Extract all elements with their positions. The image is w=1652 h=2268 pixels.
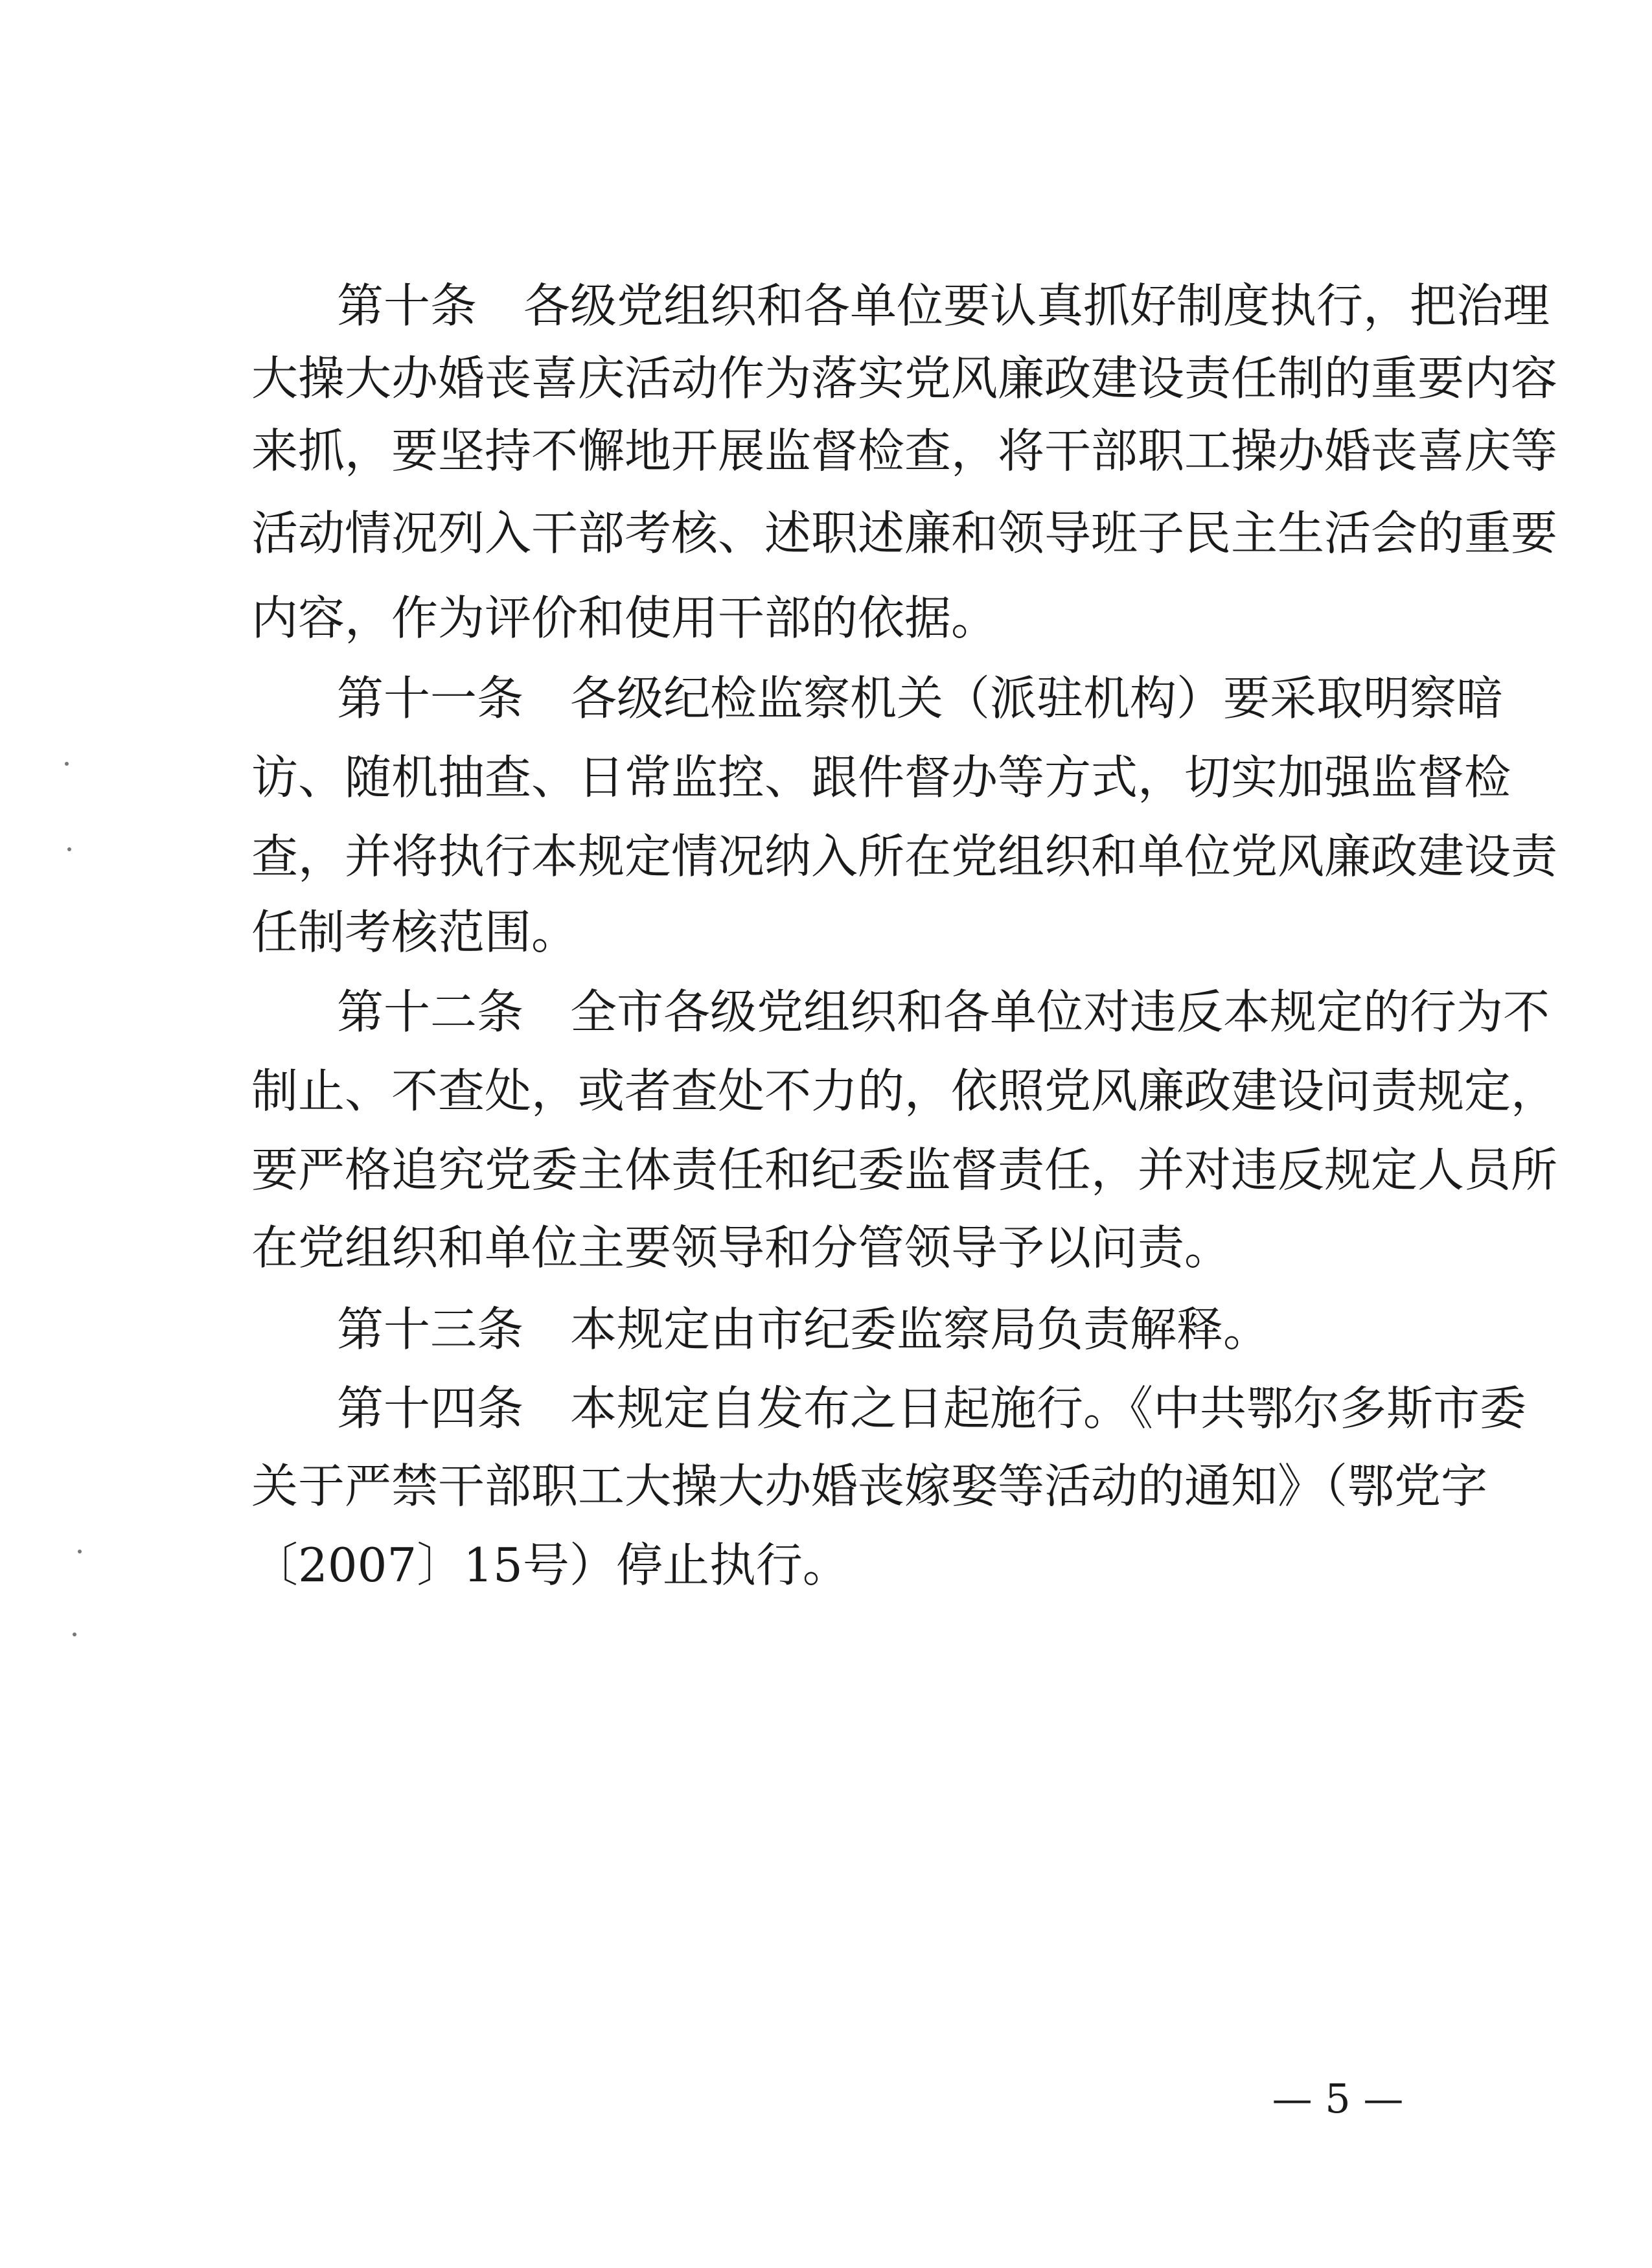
paragraph-10-line-4: 活动情况列入干部考核、述职述廉和领导班子民主生活会的重要: [251, 506, 1558, 560]
paragraph-11-line-4: 任制考核范围。: [251, 905, 579, 959]
scan-speck: [73, 1632, 76, 1636]
paragraph-12-line-3: 要严格追究党委主体责任和纪委监督责任，并对违反规定人员所: [251, 1143, 1558, 1197]
scan-speck: [78, 1550, 82, 1553]
paragraph-10-line-1: 第十条 各级党组织和各单位要认真抓好制度执行，把治理: [337, 279, 1550, 333]
paragraph-10-line-2: 大操大办婚丧喜庆活动作为落实党风廉政建设责任制的重要内容: [251, 351, 1558, 406]
paragraph-11-line-3: 查，并将执行本规定情况纳入所在党组织和单位党风廉政建设责: [251, 829, 1558, 884]
paragraph-12-line-1: 第十二条 全市各级党组织和各单位对违反本规定的行为不: [337, 985, 1550, 1039]
paragraph-11-line-1: 第十一条 各级纪检监察机关（派驻机构）要采取明察暗: [337, 671, 1504, 726]
paragraph-11-line-2: 访、随机抽查、日常监控、跟件督办等方式，切实加强监督检: [251, 750, 1511, 805]
paragraph-14-line-2: 关于严禁干部职工大操大办婚丧嫁娶等活动的通知》（鄂党字: [251, 1459, 1488, 1513]
paragraph-14-line-1: 第十四条 本规定自发布之日起施行。《中共鄂尔多斯市委: [337, 1381, 1527, 1436]
paragraph-12-line-4: 在党组织和单位主要领导和分管领导予以问责。: [251, 1220, 1232, 1275]
page-number: — 5 —: [1272, 2075, 1404, 2122]
paragraph-13-line-1: 第十三条 本规定由市纪委监察局负责解释。: [337, 1302, 1270, 1357]
paragraph-10-line-5: 内容，作为评价和使用干部的依据。: [251, 591, 998, 645]
paragraph-10-line-3: 来抓，要坚持不懈地开展监督检查，将干部职工操办婚丧喜庆等: [251, 424, 1558, 478]
scan-speck: [67, 847, 71, 851]
paragraph-12-line-2: 制止、不查处，或者查处不力的，依照党风廉政建设问责规定，: [251, 1064, 1558, 1118]
scan-speck: [65, 762, 69, 766]
paragraph-14-line-3: 〔2007〕15号）停止执行。: [251, 1538, 849, 1592]
